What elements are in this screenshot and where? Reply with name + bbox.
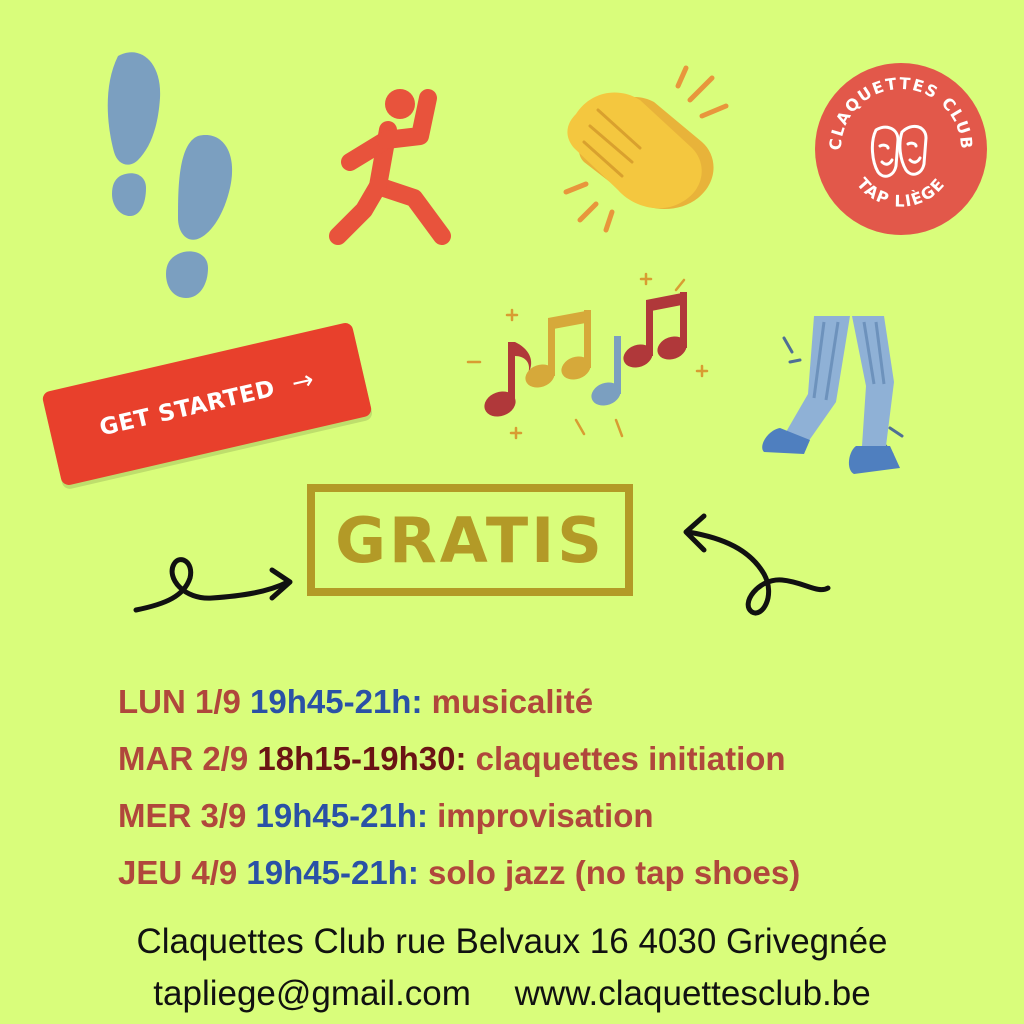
schedule-row-wednesday (118, 787, 800, 844)
dancer-icon (328, 86, 468, 256)
schedule-row-thursday (118, 844, 800, 901)
dancing-legs-icon (758, 312, 918, 482)
schedule-topic: musicalité (431, 683, 594, 720)
clapping-hands-icon (562, 72, 732, 232)
schedule-list (118, 673, 800, 901)
schedule-time: 19h45-21h: (246, 854, 419, 891)
schedule-row-tuesday (118, 730, 800, 787)
schedule-day: JEU 4/9 (118, 854, 238, 891)
footprints-icon (100, 48, 240, 308)
schedule-topic: improvisation (437, 797, 654, 834)
footer-contact (0, 974, 1024, 1014)
club-logo (814, 62, 988, 236)
curly-arrow-right-icon (132, 540, 302, 620)
website-link[interactable]: www.claquettesclub.be (514, 974, 871, 1013)
schedule-day: MER 3/9 (118, 797, 247, 834)
schedule-topic: claquettes initiation (475, 740, 786, 777)
get-started-label: GET STARTED (97, 375, 278, 442)
footer-address (0, 922, 1024, 962)
schedule-day: MAR 2/9 (118, 740, 249, 777)
schedule-time: 18h15-19h30: (257, 740, 467, 777)
schedule-time: 19h45-21h: (250, 683, 423, 720)
logo-bottom-text: TAP LIÈGE (853, 173, 949, 211)
curly-arrow-left-icon (676, 508, 846, 628)
schedule-row-monday (118, 673, 800, 730)
schedule-day: LUN 1/9 (118, 683, 241, 720)
logo-top-text: CLAQUETTES CLUB (825, 73, 977, 151)
email-link[interactable]: tapliege@gmail.com (153, 974, 471, 1013)
gratis-badge (307, 484, 633, 596)
arrow-right-icon: → (288, 364, 318, 399)
get-started-button[interactable] (41, 321, 372, 486)
schedule-topic: solo jazz (no tap shoes) (428, 854, 801, 891)
gratis-label: GRATIS (335, 503, 605, 577)
address-text: Claquettes Club rue Belvaux 16 4030 Grivegnée (136, 922, 888, 961)
music-notes-icon (466, 270, 726, 450)
schedule-time: 19h45-21h: (255, 797, 428, 834)
